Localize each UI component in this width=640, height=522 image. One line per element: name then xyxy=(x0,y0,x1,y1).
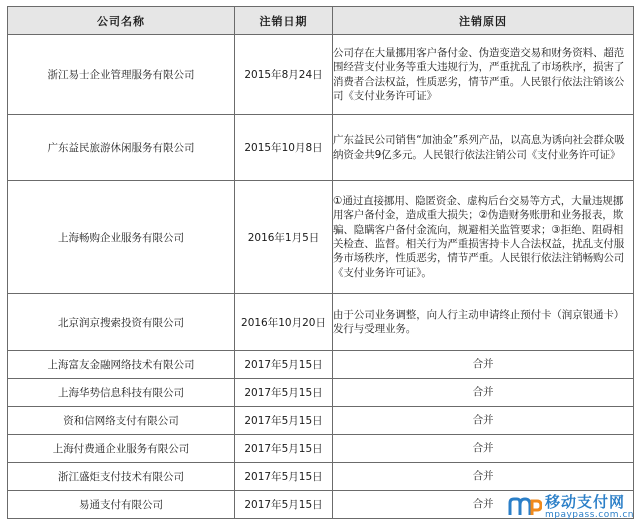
header-company: 公司名称 xyxy=(8,7,235,35)
revocation-table xyxy=(7,6,634,519)
date-cell: 2015年8月24日 xyxy=(235,35,333,115)
company-cell: 资和信网络支付有限公司 xyxy=(8,407,235,435)
company-cell: 北京润京搜索投资有限公司 xyxy=(8,294,235,351)
reason-cell: ①通过直接挪用、隐匿资金、虚构后台交易等方式，大量违规挪用客户备付金，造成重大损失；②伪造财务账册和业务报表，欺骗、隐瞒客户备付金流向，规避相关监管要求；③拒绝、阻碍相关检查、监督。相关行为严重损害持卡人合法权益，扰乱支付服务市场秩序，性质恶劣，情节严重。人民银行依法注销畅购公司《支付业务许可证》。 xyxy=(333,181,634,294)
date-cell: 2016年10月20日 xyxy=(235,294,333,351)
reason-cell: 合并 xyxy=(333,435,634,463)
reason-cell: 合并 xyxy=(333,351,634,379)
company-cell: 上海付费通企业服务有限公司 xyxy=(8,435,235,463)
table-row xyxy=(8,351,634,379)
company-cell: 广东益民旅游休闲服务有限公司 xyxy=(8,115,235,181)
table-row xyxy=(8,463,634,491)
reason-cell: 广东益民公司销售“加油金”系列产品，以高息为诱向社会群众吸纳资金共9亿多元。人民银行依法注销公司《支付业务许可证》 xyxy=(333,115,634,181)
date-cell: 2017年5月15日 xyxy=(235,407,333,435)
company-cell: 上海华势信息科技有限公司 xyxy=(8,379,235,407)
date-cell: 2017年5月15日 xyxy=(235,351,333,379)
date-cell: 2015年10月8日 xyxy=(235,115,333,181)
mpaypass-logo-icon xyxy=(508,497,542,517)
reason-cell: 由于公司业务调整，向人行主动申请终止预付卡（润京银通卡）发行与受理业务。 xyxy=(333,294,634,351)
reason-cell: 合并 xyxy=(333,379,634,407)
table-row xyxy=(8,407,634,435)
company-cell: 浙江盛炬支付技术有限公司 xyxy=(8,463,235,491)
table-row xyxy=(8,115,634,181)
date-cell: 2017年5月15日 xyxy=(235,379,333,407)
site-watermark xyxy=(508,494,634,520)
reason-cell: 合并 xyxy=(333,491,634,519)
date-cell: 2017年5月15日 xyxy=(235,491,333,519)
company-cell: 上海富友金融网络技术有限公司 xyxy=(8,351,235,379)
watermark-url: mpaypass.com.cn xyxy=(544,510,634,520)
table-row xyxy=(8,35,634,115)
date-cell: 2017年5月15日 xyxy=(235,435,333,463)
table-row xyxy=(8,435,634,463)
company-cell: 浙江易士企业管理服务有限公司 xyxy=(8,35,235,115)
table-row xyxy=(8,379,634,407)
date-cell: 2016年1月5日 xyxy=(235,181,333,294)
date-cell: 2017年5月15日 xyxy=(235,463,333,491)
reason-cell: 合并 xyxy=(333,407,634,435)
company-cell: 易通支付有限公司 xyxy=(8,491,235,519)
header-reason: 注销原因 xyxy=(333,7,634,35)
watermark-title: 移动支付网 xyxy=(544,493,625,511)
header-date: 注销日期 xyxy=(235,7,333,35)
table-row xyxy=(8,181,634,294)
company-cell: 上海畅购企业服务有限公司 xyxy=(8,181,235,294)
reason-cell: 合并 xyxy=(333,463,634,491)
reason-cell: 公司存在大量挪用客户备付金、伪造变造交易和财务资料、超范围经营支付业务等重大违规行为，严重扰乱了市场秩序，损害了消费者合法权益，性质恶劣，情节严重。人民银行依法注销该公司《支付业务许可证》 xyxy=(333,35,634,115)
header-row xyxy=(8,7,634,35)
table-row xyxy=(8,294,634,351)
